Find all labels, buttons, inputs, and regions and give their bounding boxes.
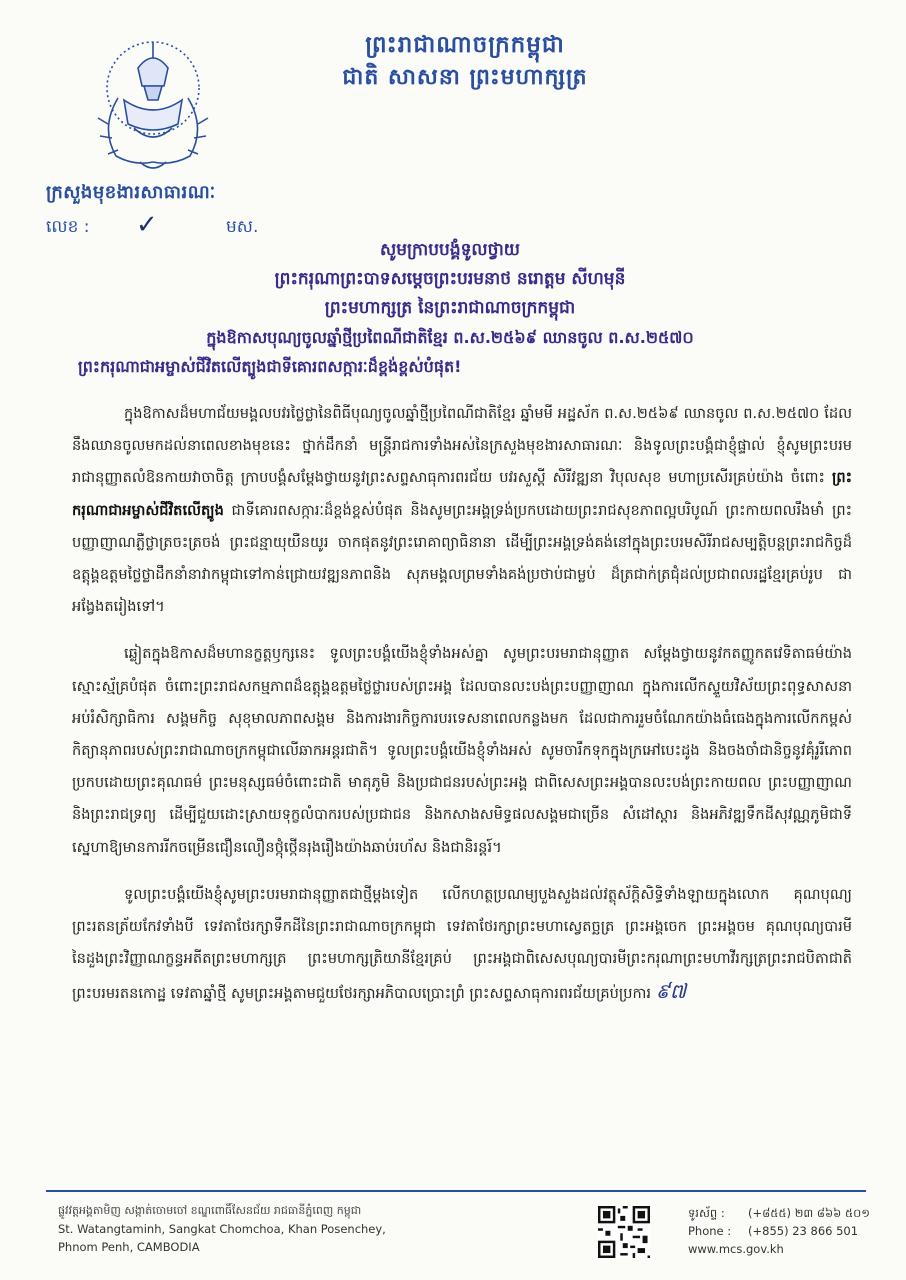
kingdom-heading <box>300 28 630 94</box>
title-line-2: ព្រះករុណាព្រះបាទសម្តេចព្រះបរមនាថ នរោត្តម សីហមុនី <box>274 269 626 289</box>
website-link[interactable]: www.mcs.gov.kh <box>688 1242 784 1256</box>
qr-code-icon <box>598 1206 650 1258</box>
title-line-4: ក្នុងឱកាសបុណ្យចូលឆ្នាំថ្មីប្រពៃណីជាតិខ្មែរ ព.ស.២៥៦៩ ឈានចូល ព.ស.២៥៧០ <box>206 328 694 347</box>
reference-label: លេខ : <box>46 217 90 237</box>
check-mark-icon: ✓ <box>136 210 158 240</box>
paragraph-2: ឆ្លៀតក្នុងឱកាសដ៏មហានក្ខត្តឫក្សនេះ ទូលព្រះបង្គំយើងខ្ញុំទាំងអស់គ្នា សូមព្រះបរមរាជានុញ្ញាត សម្តែងថ្វាយនូវកតញ្ញូកតវេទិតាធម៌យ៉ាងស្មោះស្ម័គ្របំផុត ចំពោះព្រះរាជសកម្មភាពដ៏ឧត្តុង្គឧត្តមថ្លៃថ្លារបស់ព្រះអង្គ ដែលបានលះបង់ព្រះបញ្ញាញាណ ក្នុងការលើកស្ទួយវិស័យព្រះពុទ្ធសាសនា អប់រំសិក្សាធិការ សង្គមកិច្ច សុខុមាលភាពសង្គម និងការងារកិច្ចការបរទេសនាពេលកន្លងមក ដែលជាការរួមចំណែកយ៉ាងធំធេងក្នុងការលើកកម្ពស់កិត្យានុភាពរបស់ព្រះរាជាណាចក្រកម្ពុជាលើឆាកអន្តរជាតិ។ ទូលព្រះបង្គំយើងខ្ញុំទាំងអស់ សូមចារឹកទុកក្នុងក្រអៅបេះដូង និងចងចាំជានិច្ចនូវគុំរូរីភោពប្រកបដោយព្រះគុណធម៌ ព្រះមនុស្សធម៌ចំពោះជាតិ មាតុភូមិ និងប្រជាជនរបស់ព្រះអង្គ ជាពិសេសព្រះអង្គបានលះបង់ព្រះកាយពល ព្រះបញ្ញាញាណ និងព្រះរាជទ្រព្យ ដើម្បីជួយដោះស្រាយទុក្ខលំបាករបស់ប្រជាជន និងកសាងសមិទ្ធផលសង្គមជាច្រើន សំដៅស្តារ និងអភិវឌ្ឍទឹកដីសុវណ្ណភូមិជាទីស្នេហាឱ្យមានការរីកចម្រើនជឿនលឿនថ្កុំថ្កើនរុងរឿងយ៉ាងឆាប់រហ័ស និងជានិរន្តរ៍។ <box>72 645 852 856</box>
paragraph-1-emphasis: ព្រះករុណាជាអម្ចាស់ជីវិតលើត្បូង <box>72 469 852 519</box>
paragraph-1 <box>72 398 852 623</box>
kingdom-title: ព្រះរាជាណាចក្រកម្ពុជា <box>365 32 565 58</box>
phone-english-label: Phone : <box>688 1224 732 1238</box>
title-line-5: ព្រះករុណាជាអម្ចាស់ជីវិតលើត្បូងជាទីគោរពសក្ការៈដ៏ខ្ពង់ខ្ពស់បំផុត! <box>78 357 462 376</box>
title-line-1: សូមក្រាបបង្គំទូលថ្វាយ <box>380 240 520 260</box>
address-english-line-2: Phnom Penh, CAMBODIA <box>58 1240 200 1254</box>
reference-suffix: មស. <box>226 217 259 237</box>
address-english-line-1: St. Watangtaminh, Sangkat Chomchoa, Khan Posenchey, <box>58 1222 386 1236</box>
phone-english-value: (+855) 23 866 501 <box>748 1224 859 1238</box>
handwritten-initials: ៩៧ <box>655 979 687 1004</box>
paragraph-3 <box>72 879 852 1011</box>
phone-khmer <box>688 1204 870 1222</box>
letter-title <box>70 236 830 381</box>
footer-address <box>58 1202 386 1256</box>
address-khmer: ផ្លូវវត្តអង្គតាមិញ សង្កាត់ចោមចៅ ខណ្ឌពោធិ៍សែនជ័យ រាជធានីភ្នំពេញ កម្ពុជា <box>58 1204 362 1217</box>
national-motto: ជាតិ សាសនា ព្រះមហាក្សត្រ <box>342 65 588 90</box>
paragraph-3-text: ទូលព្រះបង្គំយើងខ្ញុំសូមព្រះបរមរាជានុញ្ញាតជាថ្មីម្តងទៀត លើកហត្ថប្រណម្យបួងសួងដល់វត្ថុស័ក្តិសិទ្ធិទាំងឡាយក្នុងលោក គុណបុណ្យព្រះរតនត្រ័យកែវទាំងបី ទេវតាថែរក្សាទឹកដីនៃព្រះរាជាណាចក្រកម្ពុជា ទេវតាថែរក្សាព្រះមហាស្វេតច្ឆត្រ ព្រះអង្គចេក ព្រះអង្គចម គុណបុណ្យបារមីនៃដួងព្រះវិញ្ញាណក្ខន្ធអតីតព្រះមហាក្សត្រ ព្រះមហាក្សត្រិយានីខ្មែរគ្រប់ ព្រះអង្គជាពិសេសបុណ្យបារមីព្រះករុណាព្រះមហាវីរក្សត្រព្រះរាជបិតាជាតិ ព្រះបរមរតនកោដ្ឋ ទេវតាឆ្នាំថ្មី សូមព្រះអង្គតាមជួយថែរក្សាអភិបាលប្រោះព្រំ ព្រះសព្ទសាធុការពរជ័យគ្រប់ប្រការ <box>72 885 852 1003</box>
title-line-3: ព្រះមហាក្សត្រ នៃព្រះរាជាណាចក្រកម្ពុជា <box>324 298 576 318</box>
footer-divider <box>46 1190 866 1192</box>
letter-body <box>72 398 852 1026</box>
paragraph-1-end: ជាទីគោរពសក្ការៈដ៏ខ្ពង់ខ្ពស់បំផុត និងសូមព្រះអង្គទ្រង់ប្រកបដោយព្រះរាជសុខភាពល្អបរិបូណ៍ ព្រះកាយពលរឹងមាំ ព្រះបញ្ញាញាណភ្លឺថ្លាត្រចះត្រចង់ ព្រះជន្មាយុយឺនយូរ ចាកផុតនូវព្រះរោគាព្យាធិនានា ដើម្បីព្រះអង្គទ្រង់គង់នៅក្នុងព្រះបរមសិរីរាជសម្បត្តិបន្តព្រះរាជកិច្ចដ៏ឧត្តុង្គឧត្តមថ្លៃថ្លាដឹកនាំនាវាកម្ពុជាទៅកាន់ជ្រោយវឌ្ឍនភាពនិង សុភមង្គលព្រមទាំងគង់ប្រថាប់ជាម្លប់ ដ៏ត្រជាក់ត្រជុំដល់ប្រជាពលរដ្ឋខ្មែរគ្រប់រូប ជាអង្វែងតរៀងទៅ។ <box>72 501 852 616</box>
footer-contact <box>688 1204 870 1258</box>
royal-emblem-icon <box>78 28 228 178</box>
phone-english <box>688 1222 870 1240</box>
paragraph-1-start: ក្នុងឱកាសដ៏មហាជ័យមង្គលបវរថ្លៃថ្លានៃពិធីបុណ្យចូលឆ្នាំថ្មីប្រពៃណីជាតិខ្មែរ ឆ្នាំមមី អដ្ឋស័ក ព.ស.២៥៦៩ ឈានចូល ព.ស.២៥៧០ ដែលនឹងឈានចូលមកដល់នាពេលខាងមុខនេះ ថ្នាក់ដឹកនាំ មន្ត្រីរាជការទាំងអស់នៃក្រសួងមុខងារសាធារណៈ និងទូលព្រះបង្គំជាខ្ញុំផ្ទាល់ ខ្ញុំសូមព្រះបរមរាជានុញ្ញាតលំឱនកាយវាចាចិត្ត ក្រាបបង្គំសម្តែងថ្វាយនូវព្រះសព្ទសាធុការពរជ័យ បវរសួស្តី សិរីវឌ្ឍនា វិបុលសុខ មហាប្រសើរគ្រប់យ៉ាង ចំពោះ <box>72 405 852 487</box>
phone-khmer-value: (+៨៥៥) ២៣ ៨៦៦ ៥០១ <box>748 1206 870 1220</box>
phone-khmer-label: ទូរស័ព្ទ : <box>688 1206 725 1220</box>
ministry-name: ក្រសួងមុខងារសាធារណៈ <box>46 182 216 203</box>
